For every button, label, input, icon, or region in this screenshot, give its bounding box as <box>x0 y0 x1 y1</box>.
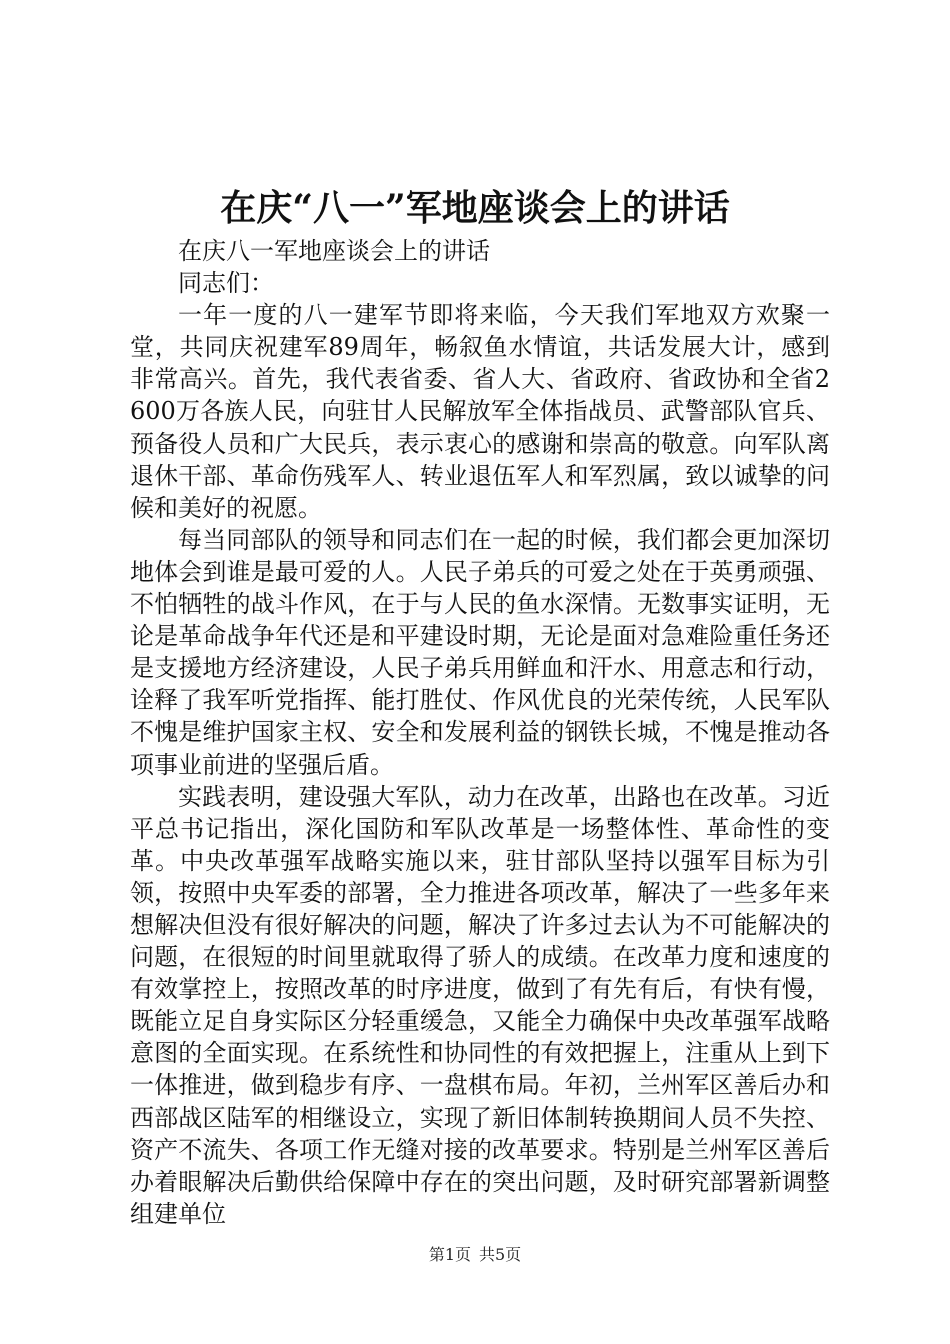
page-footer <box>0 1243 950 1267</box>
paragraph: 实践表明，建设强大军队，动力在改革，出路也在改革。习近平总书记指出，深化国防和军队改革是一场整体性、革命性的变革。中央改革强军战略实施以来，驻甘部队坚持以强军目标为引领，按照中央军委的部署，全力推进各项改革，解决了一些多年来想解决但没有很好解决的问题，解决了许多过去认为不可能解决的问题，在很短的时间里就取得了骄人的成绩。在改革力度和速度的有效掌控上，按照改革的时序进度，做到了有先有后，有快有慢，既能立足自身实际区分轻重缓急，又能全力确保中央改革强军战略意图的全面实现。在系统性和协同性的有效把握上，注重从上到下一体推进，做到稳步有序、一盘棋布局。年初，兰州军区善后办和西部战区陆军的相继设立，实现了新旧体制转换期间人员不失控、资产不流失、各项工作无缝对接的改革要求。特别是兰州军区善后办着眼解决后勤供给保障中存在的突出问题，及时研究部署新调整组建单位 <box>130 782 830 1228</box>
page-total: 共5页 <box>479 1245 522 1264</box>
document-title: 在庆“八一”军地座谈会上的讲话 <box>220 187 730 229</box>
page-number: 第1页 <box>428 1245 471 1264</box>
paragraph: 每当同部队的领导和同志们在一起的时候，我们都会更加深切地体会到谁是最可爱的人。人民子弟兵的可爱之处在于英勇顽强、不怕牺牲的战斗作风，在于与人民的鱼水深情。无数事实证明，无论是革命战争年代还是和平建设时期，无论是面对急难险重任务还是支援地方经济建设，人民子弟兵用鲜血和汗水、用意志和行动，诠释了我军听党指挥、能打胜仗、作风优良的光荣传统，人民军队不愧是维护国家主权、安全和发展利益的钢铁长城，不愧是推动各项事业前进的坚强后盾。 <box>130 525 830 779</box>
salutation: 同志们： <box>178 269 274 298</box>
subtitle-line: 在庆八一军地座谈会上的讲话 <box>178 237 490 265</box>
document-body <box>130 235 830 1230</box>
paragraph: 一年一度的八一建军节即将来临，今天我们军地双方欢聚一堂，共同庆祝建军89周年，畅叙鱼水情谊，共话发展大计，感到非常高兴。首先，我代表省委、省人大、省政府、省政协和全省2600万各族人民，向驻甘人民解放军全体指战员、武警部队官兵、预备役人员和广大民兵，表示衷心的感谢和崇高的敬意。向军队离退休干部、革命伤残军人、转业退伍军人和军烈属，致以诚挚的问候和美好的祝愿。 <box>130 301 830 522</box>
